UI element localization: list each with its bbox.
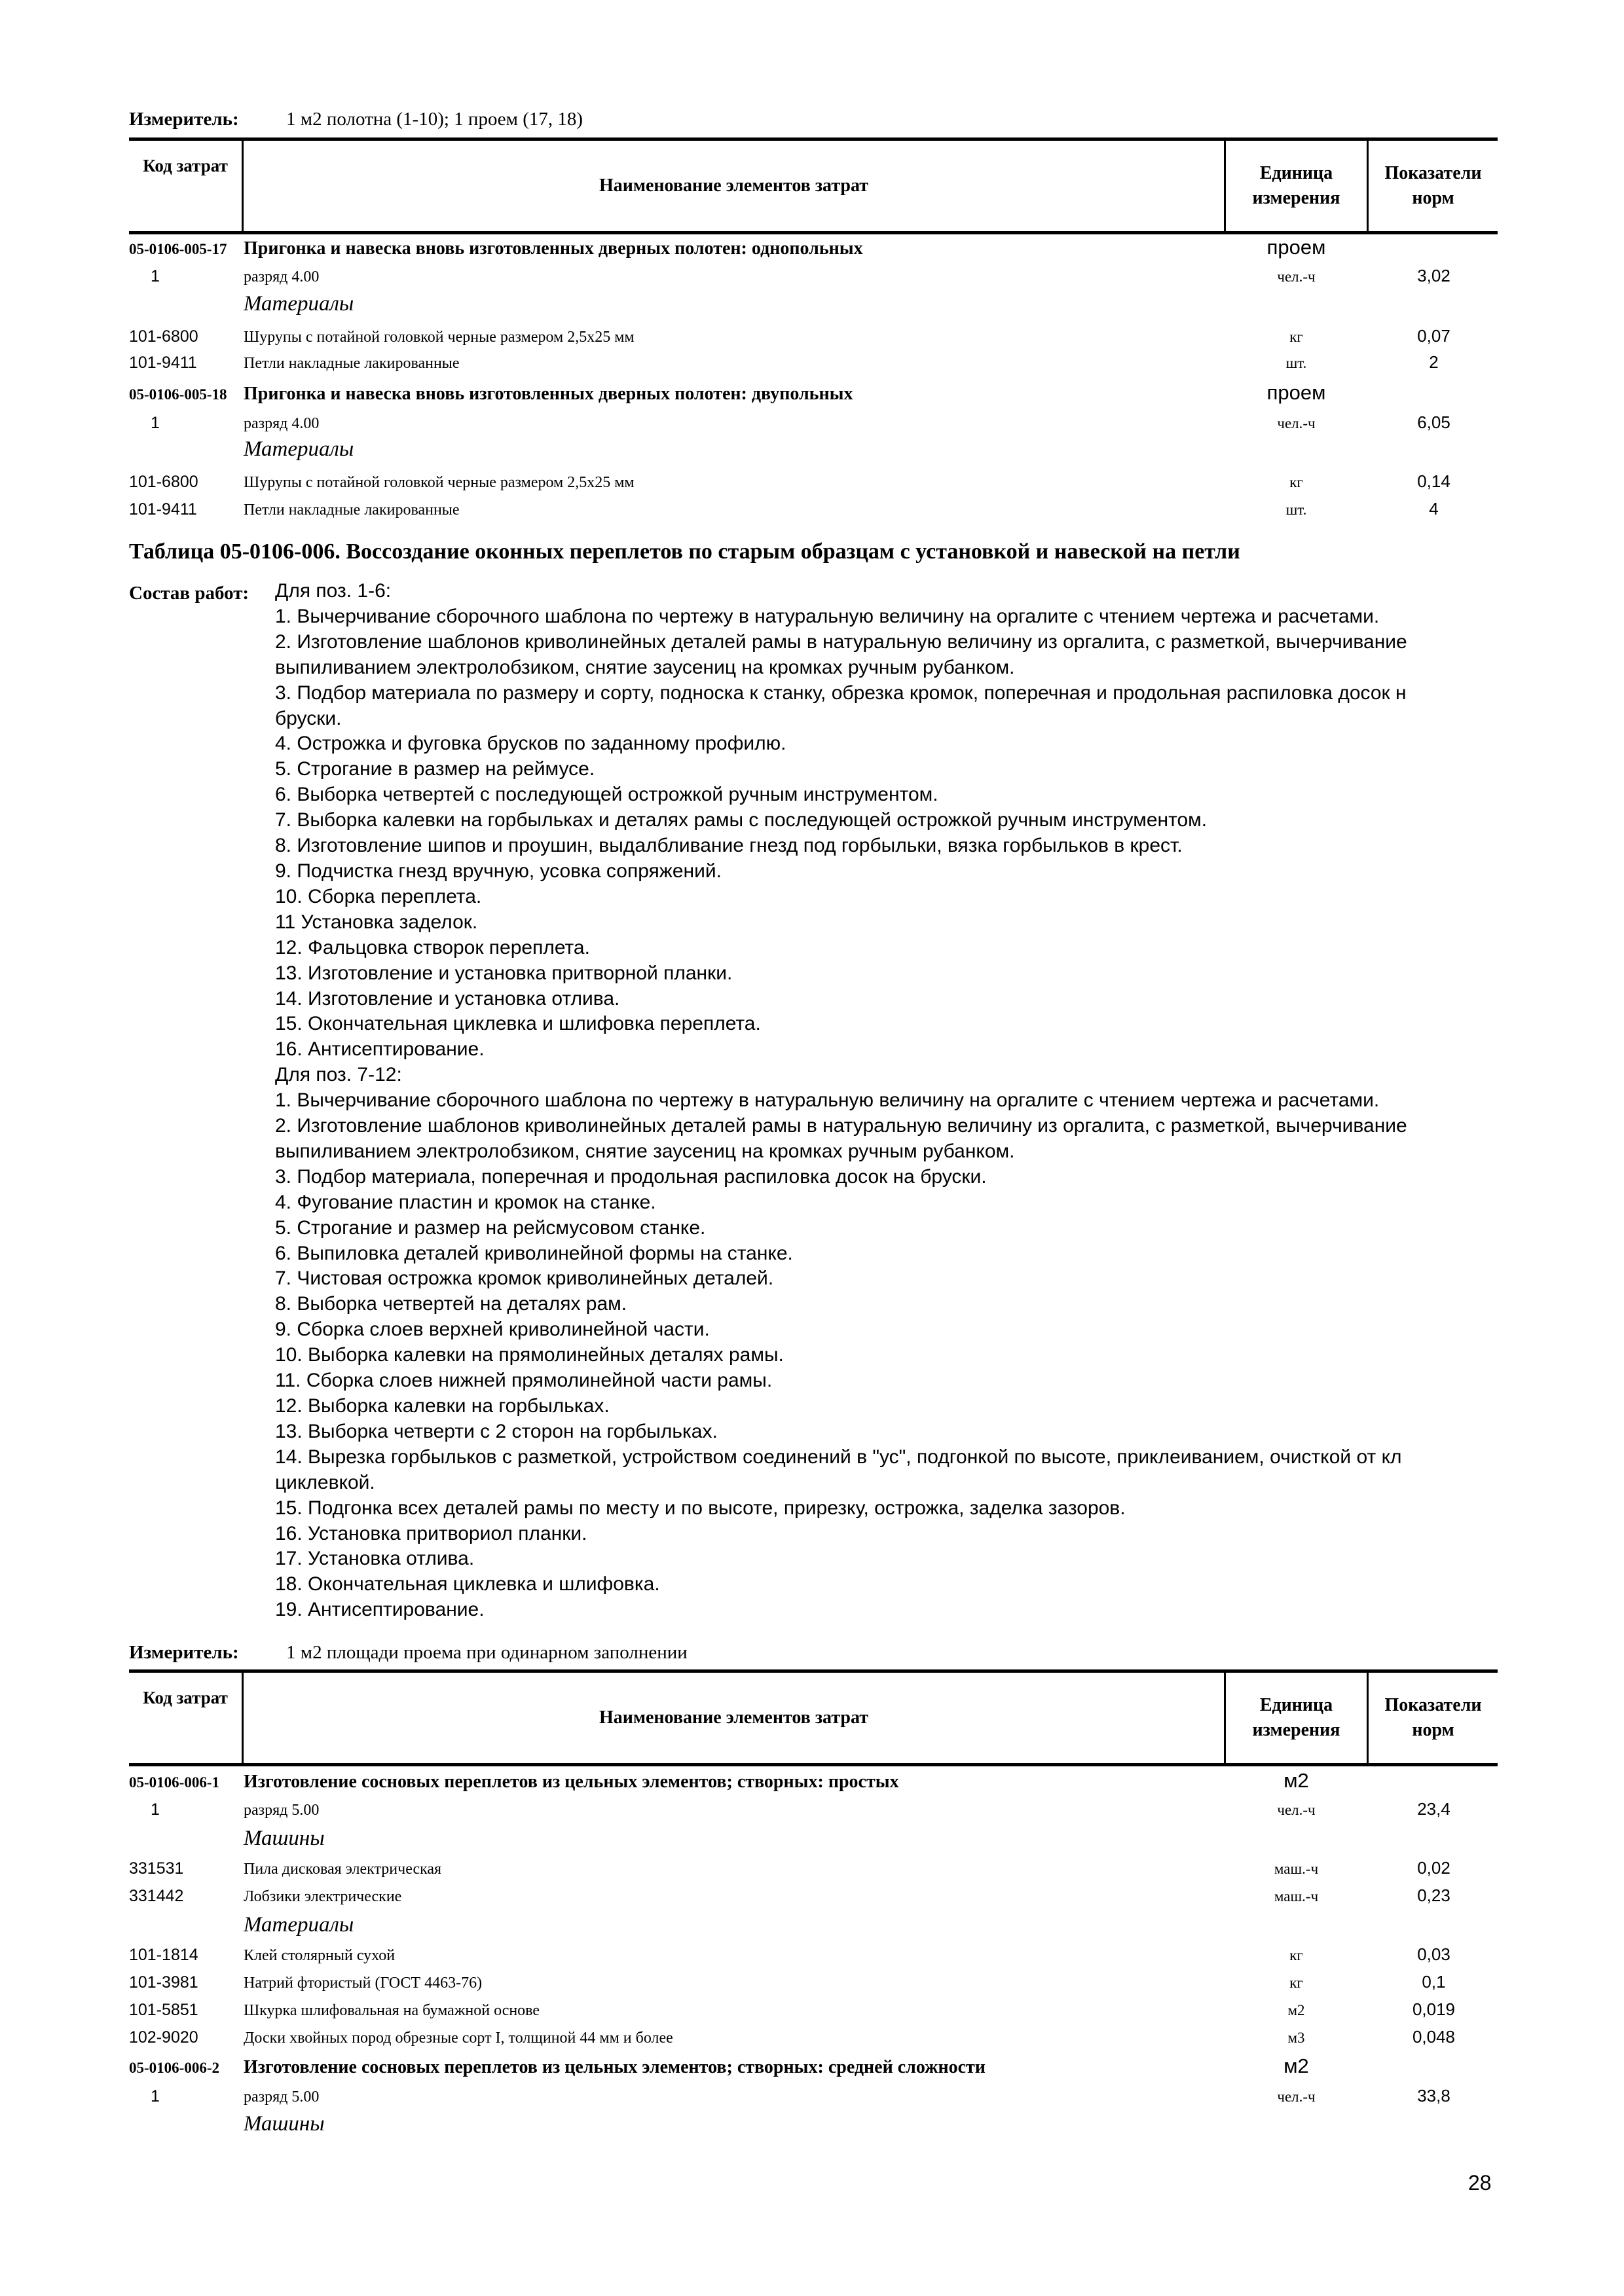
work-line: 2. Изготовление шаблонов криволинейных деталей рамы в натуральную величину из оргалита, с разметкой, вычерчивание — [275, 1115, 1407, 1137]
work-line: 12. Фальцовка створок переплета. — [275, 936, 590, 958]
work-line: бруски. — [275, 707, 342, 729]
table-title: Таблица 05-0106-006. Воссоздание оконных переплетов по старым образцам с установкой и навеской на петли — [129, 539, 1240, 564]
work-line: 9. Подчистка гнезд вручную, усовка сопряжений. — [275, 860, 722, 882]
table-row: 101-9411 Петли накладные лакированные шт. 2 — [129, 352, 1439, 372]
table-row: 331442 Лобзики электрические маш.-ч 0,23 — [129, 1886, 1450, 1905]
table-row: 05-0106-006-1 Изготовление сосновых переплетов из цельных элементов; створных: простых м2 — [129, 1769, 1309, 1792]
work-line: 11. Сборка слоев нижней прямолинейной части рамы. — [275, 1370, 773, 1392]
table-row: 1 разряд 4.00 чел.-ч 6,05 — [151, 412, 1450, 432]
work-line: 15. Окончательная циклевка и шлифовка переплета. — [275, 1013, 761, 1035]
measurer-value: 1 м2 полотна (1-10); 1 проем (17, 18) — [286, 109, 583, 130]
header-unit: Единица измерения — [1224, 141, 1367, 231]
work-line: 5. Строгание в размер на реймусе. — [275, 758, 595, 780]
work-line: 4. Острожка и фуговка брусков по заданному профилю. — [275, 733, 786, 755]
section-label: Материалы — [244, 437, 354, 461]
work-line: 8. Изготовление шипов и проушин, выдалбливание гнезд под горбыльки, вязка горбыльков в крест. — [275, 835, 1183, 857]
work-line: 17. Установка отлива. — [275, 1548, 475, 1570]
work-line: циклевкой. — [275, 1471, 375, 1493]
header-code: Код затрат — [143, 156, 228, 175]
table-row: 1 разряд 5.00 чел.-ч 23,4 — [151, 1799, 1450, 1819]
header-name: Наименование элементов затрат — [242, 141, 1224, 231]
work-line: 16. Установка притвориол планки. — [275, 1522, 587, 1544]
work-line: Для поз. 1-6: — [275, 580, 392, 602]
work-line: 14. Вырезка горбыльков с разметкой, устройством соединений в "ус", подгонкой по высоте, приклеиванием, очисткой от кл — [275, 1446, 1402, 1468]
table-row: 1 разряд 5.00 чел.-ч 33,8 — [151, 2086, 1450, 2105]
table-row: 102-9020 Доски хвойных пород обрезные сорт I, толщиной 44 мм и более м3 0,048 — [129, 2027, 1456, 2047]
work-line: 7. Выборка калевки на горбыльках и деталях рамы с последующей острожкой ручным инструментом. — [275, 809, 1208, 831]
work-line: 18. Окончательная циклевка и шлифовка. — [275, 1573, 660, 1595]
work-line: 11 Установка заделок. — [275, 911, 478, 933]
table-row: 101-9411 Петли накладные лакированные шт. 4 — [129, 499, 1439, 519]
table-header — [129, 137, 1498, 234]
work-line: 8. Выборка четвертей на деталях рам. — [275, 1293, 627, 1315]
table-row: 101-6800 Шурупы с потайной головкой черные размером 2,5х25 мм кг 0,07 — [129, 326, 1450, 346]
table-row: 1 разряд 4.00 чел.-ч 3,02 — [151, 266, 1450, 285]
work-composition-list — [275, 579, 1500, 1623]
work-line: 4. Фугование пластин и кромок на станке. — [275, 1191, 656, 1213]
work-line: 13. Выборка четверти с 2 сторон на горбыльках. — [275, 1420, 718, 1442]
table-row: 05-0106-005-17 Пригонка и навеска вновь изготовленных дверных полотен: однопольных проем — [129, 236, 1326, 259]
measurer-label: Измеритель: — [129, 109, 239, 130]
measurer-label: Измеритель: — [129, 1642, 239, 1663]
work-line: 6. Выпиловка деталей криволинейной формы на станке. — [275, 1242, 793, 1264]
header-name: Наименование элементов затрат — [242, 1673, 1224, 1763]
header-norm: Показатели норм — [1367, 141, 1498, 231]
measurer-line — [129, 1642, 688, 1664]
work-line: выпиливанием электролобзиком, снятие заусениц на кромках ручным рубанком. — [275, 656, 1015, 678]
work-line: 10. Выборка калевки на прямолинейных деталях рамы. — [275, 1344, 784, 1366]
table-row: 101-6800 Шурупы с потайной головкой черные размером 2,5х25 мм кг 0,14 — [129, 471, 1450, 491]
work-line: Для поз. 7-12: — [275, 1064, 402, 1086]
work-line: 1. Вычерчивание сборочного шаблона по чертежу в натуральную величину на оргалите с чтением чертежа и расчетами. — [275, 605, 1380, 627]
table-header — [129, 1669, 1498, 1766]
work-line: 3. Подбор материала, поперечная и продольная распиловка досок на бруски. — [275, 1165, 987, 1188]
measurer-line — [129, 109, 583, 130]
work-line: 19. Антисептирование. — [275, 1599, 485, 1621]
page-number: 28 — [1468, 2171, 1492, 2195]
table-row: 05-0106-005-18 Пригонка и навеска вновь изготовленных дверных полотен: двупольных проем — [129, 381, 1326, 404]
table-row: 331531 Пила дисковая электрическая маш.-ч 0,02 — [129, 1858, 1450, 1878]
header-norm: Показатели норм — [1367, 1673, 1498, 1763]
work-line: 12. Выборка калевки на горбыльках. — [275, 1395, 610, 1417]
section-label: Материалы — [244, 1913, 354, 1937]
work-composition-label: Состав работ: — [129, 583, 249, 604]
work-line: 6. Выборка четвертей с последующей острожкой ручным инструментом. — [275, 784, 938, 806]
work-line: 7. Чистовая острожка кромок криволинейных деталей. — [275, 1267, 774, 1290]
work-line: 3. Подбор материала по размеру и сорту, подноска к станку, обрезка кромок, поперечная и продольная распиловка досок н — [275, 682, 1407, 704]
work-line: 1. Вычерчивание сборочного шаблона по чертежу в натуральную величину на оргалите с чтением чертежа и расчетами. — [275, 1089, 1380, 1112]
section-label: Машины — [244, 1827, 325, 1850]
work-line: 15. Подгонка всех деталей рамы по месту и по высоте, прирезку, острожка, заделка зазоров. — [275, 1497, 1126, 1519]
section-label: Машины — [244, 2112, 325, 2136]
section-label: Материалы — [244, 292, 354, 316]
measurer-value: 1 м2 площади проема при одинарном заполнении — [286, 1642, 688, 1663]
work-line: 13. Изготовление и установка притворной планки. — [275, 962, 733, 984]
table-row: 101-5851 Шкурка шлифовальная на бумажной основе м2 0,019 — [129, 1999, 1456, 2019]
work-line: 16. Антисептирование. — [275, 1038, 485, 1061]
work-line: 14. Изготовление и установка отлива. — [275, 987, 620, 1010]
work-line: 9. Сборка слоев верхней криволинейной части. — [275, 1319, 710, 1341]
table-row: 05-0106-006-2 Изготовление сосновых переплетов из цельных элементов; створных: средней сложности м2 — [129, 2054, 1309, 2077]
work-line: 10. Сборка переплета. — [275, 885, 482, 907]
header-code: Код затрат — [143, 1688, 228, 1707]
work-line: выпиливанием электролобзиком, снятие заусениц на кромках ручным рубанком. — [275, 1140, 1015, 1162]
work-line: 2. Изготовление шаблонов криволинейных деталей рамы в натуральную величину из оргалита, с разметкой, вычерчивание — [275, 630, 1407, 653]
header-unit: Единица измерения — [1224, 1673, 1367, 1763]
table-row: 101-3981 Натрий фтористый (ГОСТ 4463-76) кг 0,1 — [129, 1972, 1446, 1992]
work-line: 5. Строгание и размер на рейсмусовом станке. — [275, 1216, 706, 1239]
table-row: 101-1814 Клей столярный сухой кг 0,03 — [129, 1944, 1450, 1964]
